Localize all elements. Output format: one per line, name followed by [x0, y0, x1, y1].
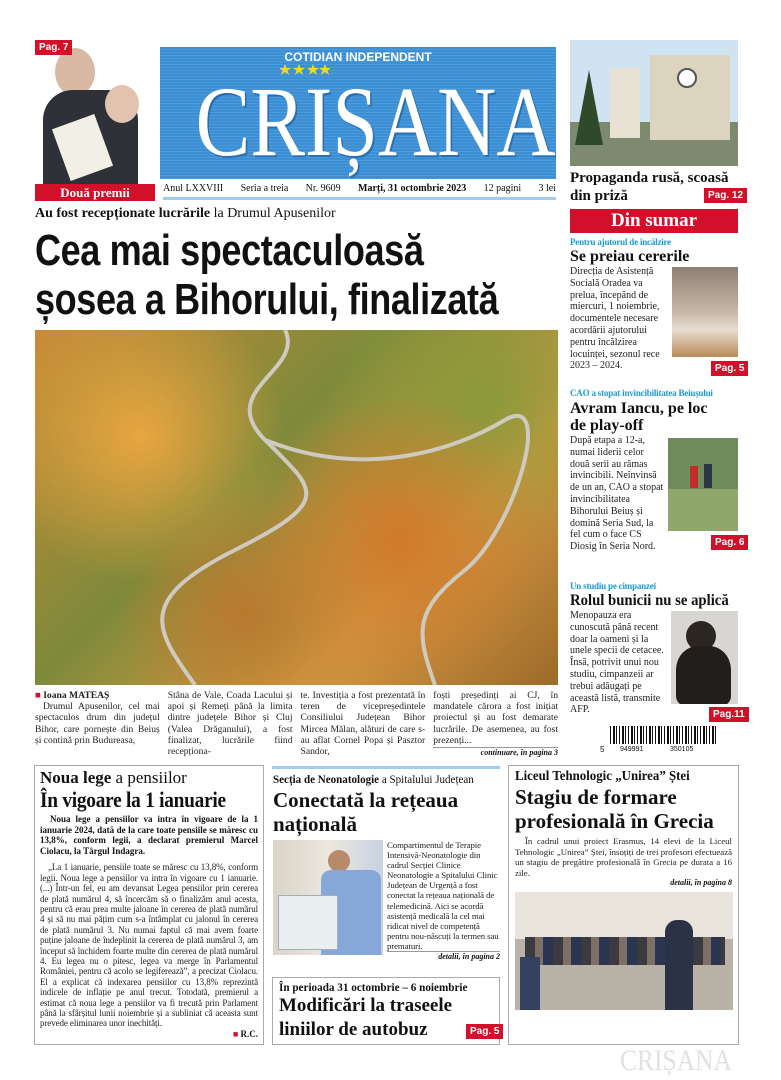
- apuseni-road-aerial-photo: [35, 330, 558, 685]
- barcode-digits: 949991: [620, 746, 644, 753]
- main-kicker-rest: la Drumul Apusenilor: [210, 206, 336, 221]
- main-headline[interactable]: [35, 226, 568, 324]
- continuation-link[interactable]: detalii, în pagina 2: [387, 951, 500, 962]
- school-headline[interactable]: Stagiu de formare profesională în Grecia: [515, 785, 714, 833]
- main-headline-line: șosea a Bihorului, finalizată: [35, 275, 499, 324]
- pensions-body: „La 1 ianuarie, pensiile toate se măresc cu 13,8%, conform legii. Noua lege a pensiilor va intra în vigoare cu 1 ianuarie. (...) Într-un fel, eu am devansat Legea pensiilor prin cererea de plată numărul 4, să încercăm să o finalizăm anul acesta, pentru că erau prea multe jaloane în cererea de plată numărul 4 și să nu mai pățim cum s-a întâmplat cu jalonul în cererea de plată numărul 3. Nu numai faptul că mai avem foarte puține jaloane de îndeplinit la cererea de plată numărul 3, am început să închidem foarte multe din cererea de plată numărul 4. Eu legea nu o pitesc, legea va merge în Parlamentul României, pentru că acolo se legiferează”, a precizat Ciolacu. El a explicat că indexarea pensiilor cu 13,8% reprezintă indicele de inflație pe anul trecut. Totodată, premierul a estimat că noua lege a pensiilor va fi trecută prin Parlament până la sfârșitul lunii noiembrie și a subliniat că aceasta sunt prevede eliminarea unor inechități.: [40, 862, 258, 1029]
- neonatology-headline[interactable]: Conectată la rețeaua națională: [273, 788, 459, 836]
- issue-series: Seria a treia: [240, 183, 289, 194]
- chimpanzee-photo: [671, 611, 738, 704]
- author: Ioana MATEAȘ: [43, 690, 110, 701]
- page-badge[interactable]: Pag.11: [709, 707, 749, 722]
- article-column: foști președinți ai CJ, în mandatele cărora a fost inițiat proiectul și au fost demarate lucrările. De asemenea, au fost prezenți...: [433, 690, 558, 746]
- bus-kicker: În perioada 31 octombrie – 6 noiembrie: [279, 980, 468, 994]
- continuation-link[interactable]: detalii, în pagina 8: [670, 878, 732, 888]
- pensions-article: [34, 765, 264, 1045]
- sidebar-title: Din sumar: [570, 209, 738, 233]
- neonatology-kicker-bold: Secția de Neonatologie: [273, 772, 380, 786]
- sidebar-headline[interactable]: Rolul bunicii nu se aplică: [570, 592, 729, 609]
- barcode-digit: 5: [600, 745, 605, 754]
- pensions-headline[interactable]: În vigoare la 1 ianuarie: [40, 787, 226, 812]
- pensions-kicker-rest: a pensiilor: [111, 768, 187, 787]
- sidebar-headline[interactable]: Se preiau cererile: [570, 248, 690, 265]
- issue-pages: 12 pagini: [483, 183, 522, 194]
- chisinau-arch-photo: [570, 40, 738, 166]
- award-photo: [35, 40, 155, 185]
- divider: [272, 766, 500, 769]
- school-kicker: Liceul Tehnologic „Unirea” Ștei: [515, 769, 690, 784]
- masthead-tagline: COTIDIAN INDEPENDENT: [284, 50, 432, 64]
- main-headline-line: Cea mai spectaculoasă: [35, 226, 424, 275]
- pensions-lead: Noua lege a pensiilor va intra în vigoare de la 1 ianuarie 2024, dată de la care toate pensiile se măresc cu 13,8%, conform legii, a declarat premierul Marcel Ciolacu, la Târgul Indagra.: [40, 814, 258, 856]
- continuation-link[interactable]: continuare, în pagina 3: [433, 747, 558, 758]
- issue-year: Anul LXXVIII: [163, 183, 224, 194]
- watermark: CRIȘANA: [620, 1044, 732, 1077]
- classroom-photo: [515, 892, 733, 1010]
- sidebar-text: Menopauza era cunoscută până recent doar la oameni și la unele specii de cetacee. Însă, potrivit unui nou studiu, cimpanzeii ar trebui adăugați pe această listă, transmite AFP.: [570, 610, 664, 716]
- neonatology-text-block: [387, 840, 500, 962]
- sidebar-kicker: Un studiu pe cimpanzei: [570, 581, 656, 591]
- neonatology-kicker: [273, 772, 474, 786]
- issue-price: 3 lei: [538, 183, 556, 194]
- main-kicker-bold: Au fost recepționate lucrările: [35, 206, 211, 221]
- sidebar-kicker: CAO a stopat invincibilitatea Beiușului: [570, 388, 713, 398]
- neonatology-kicker-rest: a Spitalului Județean: [379, 772, 474, 786]
- winding-road-icon: [35, 330, 558, 685]
- sidebar-kicker: Pentru ajutorul de încălzire: [570, 237, 671, 247]
- school-article: [508, 765, 739, 1045]
- main-article: [35, 690, 558, 758]
- main-kicker: [35, 205, 336, 222]
- issue-number: Nr. 9609: [305, 183, 341, 194]
- bullet-icon: ■: [232, 1028, 241, 1039]
- bus-headline[interactable]: Modificări la traseele liniilor de autobuz: [279, 995, 453, 1040]
- issue-date: Marți, 31 octombrie 2023: [358, 183, 467, 194]
- page-badge[interactable]: Pag. 12: [704, 188, 747, 203]
- neonatal-incubator-photo: [273, 840, 383, 955]
- page-badge[interactable]: Pag. 5: [711, 361, 748, 376]
- article-column: Stâna de Vale, Coada Lacului și apoi și Remeți până la limita dintre județele Bihor și Cluj (Valea Drăganului), a fost finalizat, lucrările fiind recepționa-: [167, 690, 293, 758]
- barcode-digits: 350105: [670, 746, 694, 753]
- masthead-title: CRIȘANA: [195, 66, 556, 177]
- neonatology-text: Compartimentul de Terapie Intensivă-Neonatologie din cadrul Secției Clinice Neonatologie a Spitalului Clinic Județean de Urgență a fost conectat la rețeaua națională de telemedicină. Aici se acordă asistență medicală la cel mai ridicat nivel de competență pentru nou-născuți la termen sau prematuri.: [387, 840, 499, 951]
- page-badge[interactable]: Pag. 7: [35, 40, 72, 55]
- masthead: [160, 47, 556, 179]
- signature: R.C.: [240, 1028, 258, 1039]
- article-column: Drumul Apusenilor, cel mai spectaculos drum din județul Bihor, care pornește din Beiuș și contină prin Budureasa,: [35, 701, 160, 746]
- pensions-kicker-bold: Noua lege: [40, 768, 112, 787]
- page-badge[interactable]: Pag. 6: [711, 535, 748, 550]
- bullet-icon: ■: [35, 690, 44, 701]
- article-column: te. Investiția a fost prezentată în teren de vicepreședintele Consiliului Județean Bihor Mircea Mălan, alături de care s-au aflat Cornel Popa și Pasztor Sandor,: [300, 690, 426, 758]
- photo-caption: Două premii: [35, 184, 155, 201]
- page-badge[interactable]: Pag. 5: [466, 1024, 503, 1039]
- barcode: [600, 726, 720, 756]
- teaser-headline[interactable]: Propaganda rusă, scoasă din priză: [570, 170, 729, 204]
- heating-hands-photo: [672, 267, 738, 357]
- school-text: În cadrul unui proiect Erasmus, 14 elevi de la Liceul Tehnologic „Unirea” Ștei, însoțiți de trei profesori efectuează un stagiu de pregătire profesională în Grecia pe durata a 16 zile.: [515, 836, 732, 878]
- sidebar-text: Direcția de Asistență Socială Oradea va prelua, începând de miercuri, 1 noiembrie, documentele necesare acordării ajutorului pentru încălzirea locuinței, sezonul rece 2023 – 2024.: [570, 266, 660, 372]
- issue-info: [163, 183, 556, 200]
- football-photo: [668, 438, 738, 531]
- sidebar-text: După etapa a 12-a, numai liderii celor două serii au rămas invincibili. Neînvinsă de un an, CAO a stopat invincibilitatea Bihorului Beiuș și domină Seria Sud, la fel cum o face CS Diosig în Seria Nord.: [570, 435, 664, 553]
- sidebar-headline[interactable]: Avram Iancu, pe loc de play-off: [570, 400, 708, 434]
